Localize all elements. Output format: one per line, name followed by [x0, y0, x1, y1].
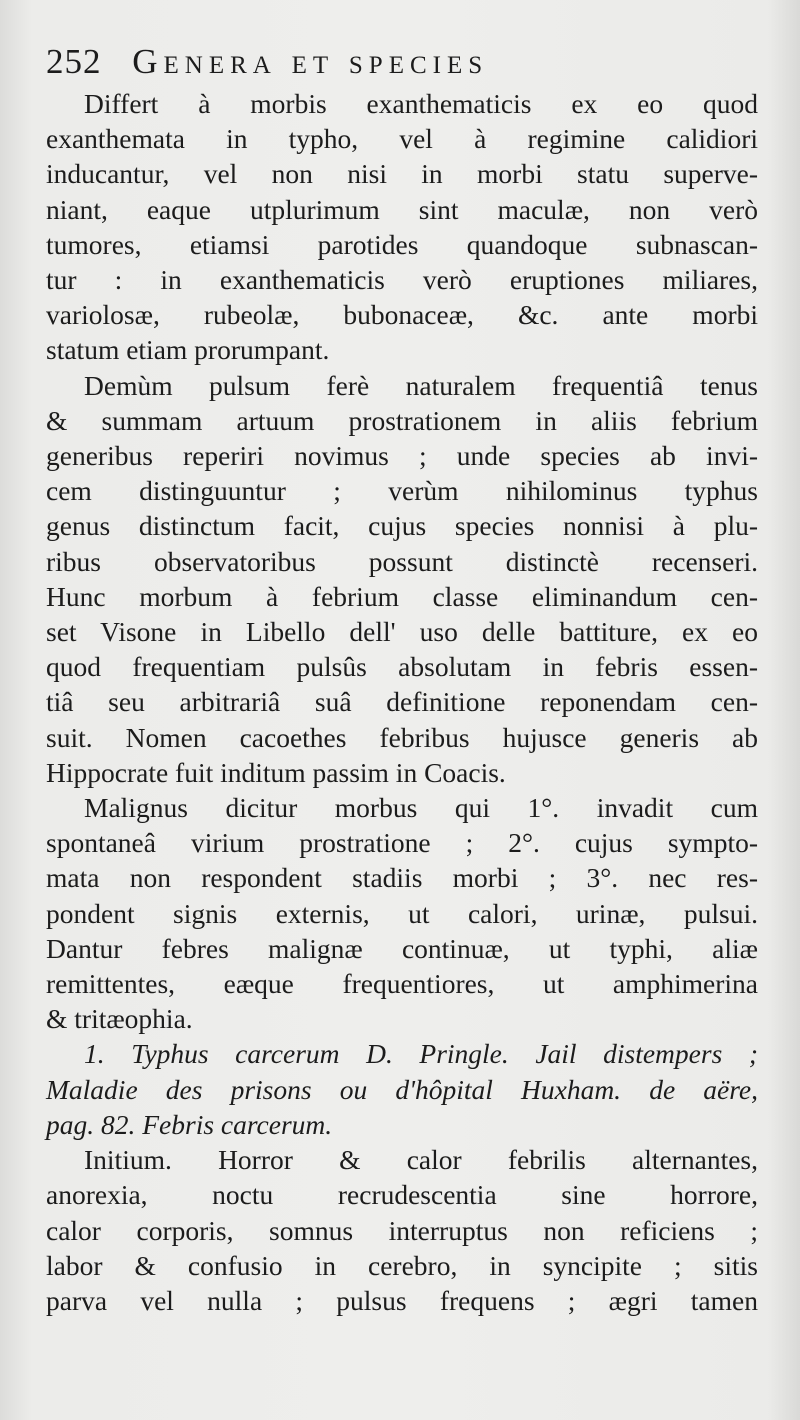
- text-line: Differt à morbis exanthematicis ex eo quod: [84, 88, 758, 119]
- text-line: anorexia, noctu recrudescentia sine horrore,: [46, 1179, 758, 1211]
- text-line: & tritæophia.: [46, 1003, 193, 1035]
- text-line: Demùm pulsum ferè naturalem frequentiâ tenus: [84, 369, 758, 401]
- text-line: pag. 82. Febris carcerum.: [46, 1108, 333, 1140]
- text-line: ribus observatoribus possunt distinctè recenseri.: [46, 545, 758, 577]
- text-line: parva vel nulla ; pulsus frequens ; ægri tamen: [46, 1284, 758, 1316]
- text-line: genus distinctum facit, cujus species nonnisi à plu-: [46, 510, 758, 542]
- text-line: statum etiam prorumpant.: [46, 334, 330, 366]
- text-line: tumores, etiamsi parotides quandoque subnascan-: [46, 228, 758, 260]
- running-head: [46, 40, 766, 84]
- text-line: spontaneâ virium prostratione ; 2°. cujus sympto-: [46, 827, 758, 859]
- paragraph-3: [46, 790, 758, 1036]
- text-line: niant, eaque utplurimum sint maculæ, non verò: [46, 193, 758, 225]
- text-line: & summam artuum prostrationem in aliis febrium: [46, 404, 758, 436]
- text-line: set Visone in Libello dell' uso delle battiture, ex eo: [46, 616, 758, 648]
- text-line: quod frequentiam pulsûs absolutam in febris essen-: [46, 651, 758, 683]
- text-line: suit. Nomen cacoethes febribus hujusce generis ab: [46, 721, 758, 753]
- text-line: remittentes, eæque frequentiores, ut amphimerina: [46, 968, 758, 1000]
- text-line: pondent signis externis, ut calori, urinæ, pulsui.: [46, 897, 758, 929]
- paragraph-4: [46, 1036, 758, 1142]
- paragraph-5: [46, 1142, 758, 1318]
- paragraph-2: [46, 368, 758, 790]
- body-text: [46, 86, 758, 1318]
- text-line: Initium. Horror & calor febrilis alternantes,: [84, 1144, 758, 1176]
- text-line: Maladie des prisons ou d'hôpital Huxham. de aëre,: [46, 1073, 758, 1105]
- text-line: Dantur febres malignæ continuæ, ut typhi, aliæ: [46, 932, 758, 964]
- text-line: Hippocrate fuit inditum passim in Coacis.: [46, 756, 506, 788]
- text-line: calor corporis, somnus interruptus non reficiens ;: [46, 1214, 758, 1246]
- text-line: cem distinguuntur ; verùm nihilominus typhus: [46, 475, 758, 507]
- text-line: labor & confusio in cerebro, in syncipite ; sitis: [46, 1249, 758, 1281]
- text-line: generibus reperiri novimus ; unde species ab invi-: [46, 440, 758, 472]
- text-line: inducantur, vel non nisi in morbi statu superve-: [46, 158, 758, 190]
- text-line: mata non respondent stadiis morbi ; 3°. nec res-: [46, 862, 758, 894]
- text-line: 1. Typhus carcerum D. Pringle. Jail distempers ;: [84, 1038, 758, 1070]
- text-line: exanthemata in typho, vel à regimine calidiori: [46, 123, 758, 155]
- text-line: tiâ seu arbitrariâ suâ definitione reponendam cen-: [46, 686, 758, 718]
- text-line: Malignus dicitur morbus qui 1°. invadit cum: [84, 792, 758, 824]
- page-number: 252: [46, 42, 102, 81]
- paragraph-1: [46, 86, 758, 368]
- running-title: Genera et species: [132, 42, 489, 81]
- text-line: variolosæ, rubeolæ, bubonaceæ, &c. ante morbi: [46, 299, 758, 331]
- text-line: tur : in exanthematicis verò eruptiones miliares,: [46, 264, 758, 296]
- text-line: Hunc morbum à febrium classe eliminandum cen-: [46, 580, 758, 612]
